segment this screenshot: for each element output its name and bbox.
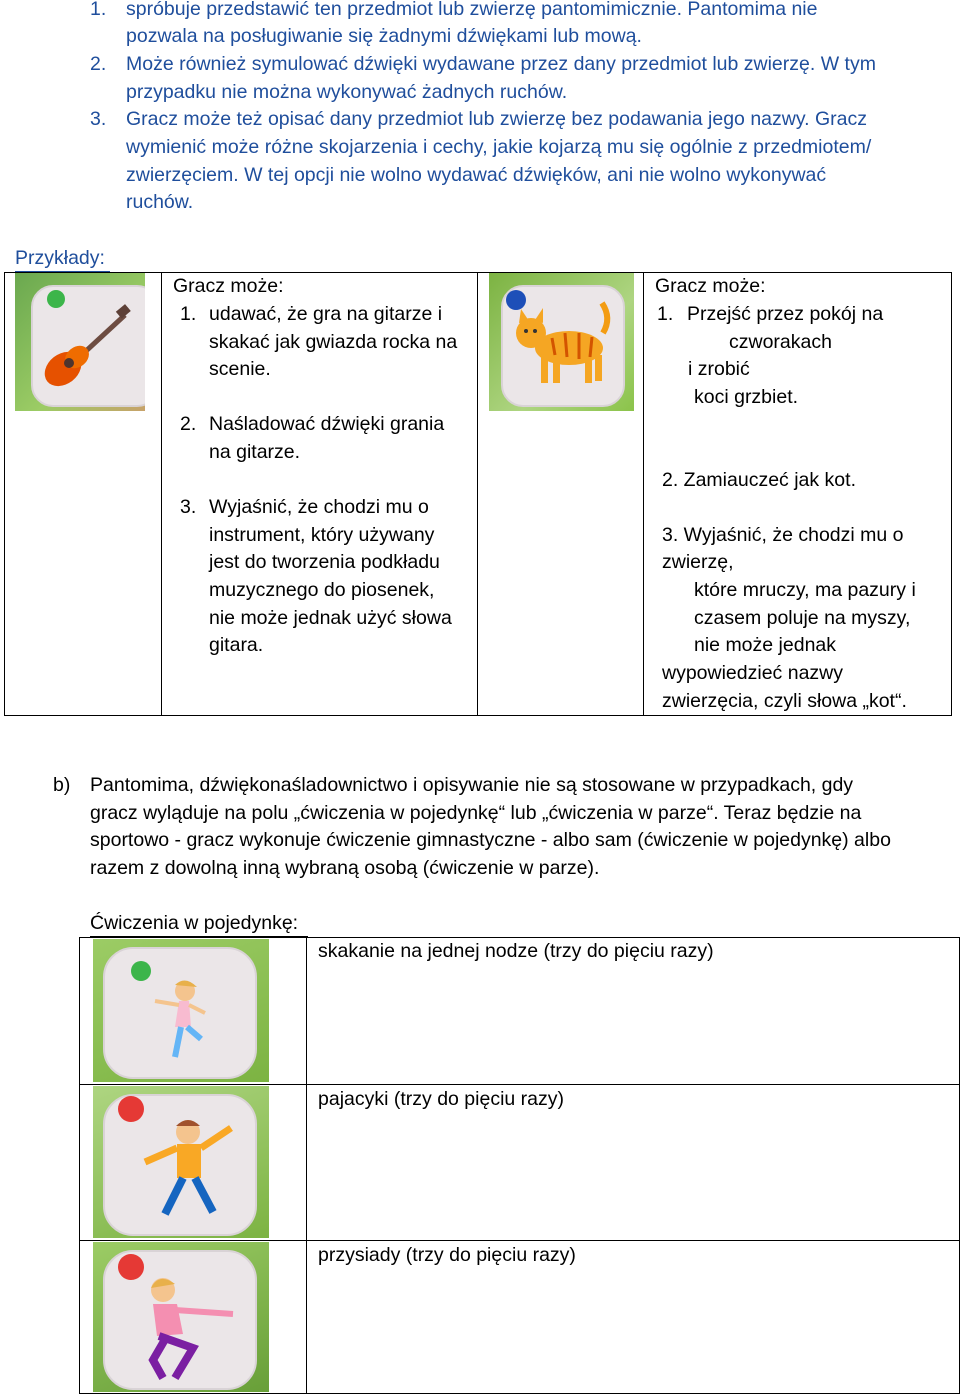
- rule-3-line-2: wymienić może różne skojarzenia i cechy, jakie kojarzą mu się ogólnie z przedmiotem/: [126, 136, 872, 158]
- rule-1-line-2: pozwala na posługiwanie się żadnymi dźwiękami lub mową.: [126, 25, 642, 47]
- squatting-girl-icon: [123, 1270, 253, 1390]
- jumping-jack-boy-card: [93, 1086, 269, 1238]
- rule-3-number: 3.: [90, 108, 107, 130]
- cat-item-3-line-7: zwierzęcia, czyli słowa „kot“.: [662, 690, 907, 712]
- rule-2-number: 2.: [90, 53, 107, 75]
- guitar-item-3-line-1: Wyjaśnić, że chodzi mu o: [209, 496, 429, 518]
- cat-item-1-line-4: koci grzbiet.: [694, 386, 799, 408]
- cat-item-1-number: 1.: [657, 303, 674, 325]
- cat-item-2: 2. Zamiauczeć jak kot.: [662, 469, 856, 491]
- rule-3-line-1: Gracz może też opisać dany przedmiot lub zwierzę bez podawania jego nazwy. Gracz: [126, 108, 867, 130]
- section-b-label: b): [53, 774, 71, 796]
- cat-item-3-line-1: 3. Wyjaśnić, że chodzi mu o: [662, 524, 904, 546]
- cat-item-1-line-2: czworakach: [729, 331, 832, 353]
- rule-3-line-3: zwierzęciem. W tej opcji nie wolno wydawać dźwięków, ani nie wolno wykonywać: [126, 164, 827, 186]
- guitar-item-3-line-4: muzycznego do piosenek,: [209, 579, 435, 601]
- squatting-girl-card: [93, 1242, 269, 1392]
- cat-icon: [507, 293, 617, 393]
- guitar-item-3-line-6: gitara.: [209, 634, 264, 656]
- section-b-line-2: gracz wyląduje na polu „ćwiczenia w pojedynkę“ lub „ćwiczenia w parze“. Teraz będzie na: [90, 802, 862, 824]
- examples-heading: Przykłady:: [15, 247, 105, 269]
- rule-2-line-1: Może również symulować dźwięki wydawane przez dany przedmiot lub zwierzę. W tym: [126, 53, 876, 75]
- rule-3-line-4: ruchów.: [126, 191, 194, 213]
- rule-2-line-2: przypadku nie można wykonywać żadnych ruchów.: [126, 81, 568, 103]
- guitar-item-1-line-2: skakać jak gwiazda rocka na: [209, 331, 458, 353]
- exercise-1-text: skakanie na jednej nodze (trzy do pięciu razy): [318, 940, 714, 962]
- hopping-girl-icon: [145, 977, 215, 1077]
- guitar-item-3-line-3: jest do tworzenia podkładu: [209, 551, 440, 573]
- guitar-item-2-number: 2.: [180, 413, 197, 435]
- guitar-item-1-number: 1.: [180, 303, 197, 325]
- exercise-2-text: pajacyki (trzy do pięciu razy): [318, 1088, 564, 1110]
- rule-1-line-1: spróbuje przedstawić ten przedmiot lub zwierzę pantomimicznie. Pantomima nie: [126, 0, 818, 20]
- cat-header: Gracz może:: [655, 275, 766, 297]
- jumping-jack-boy-icon: [133, 1114, 243, 1234]
- cat-item-3-line-3: które mruczy, ma pazury i: [694, 579, 916, 601]
- cat-item-3-line-2: zwierzę,: [662, 551, 734, 573]
- cat-item-3-line-4: czasem poluje na myszy,: [694, 607, 911, 629]
- guitar-item-3-number: 3.: [180, 496, 197, 518]
- guitar-item-2-line-1: Naśladować dźwięki grania: [209, 413, 445, 435]
- solo-exercises-heading: Ćwiczenia w pojedynkę:: [90, 912, 299, 934]
- guitar-header: Gracz może:: [173, 275, 284, 297]
- guitar-item-1-line-3: scenie.: [209, 358, 271, 380]
- rule-1-number: 1.: [90, 0, 107, 20]
- guitar-card-picture: [15, 273, 145, 411]
- guitar-icon: [33, 303, 133, 393]
- guitar-item-2-line-2: na gitarze.: [209, 441, 301, 463]
- guitar-item-1-line-1: udawać, że gra na gitarze i: [209, 303, 443, 325]
- guitar-item-3-line-5: nie może jednak użyć słowa: [209, 607, 452, 629]
- guitar-item-3-line-2: instrument, który używany: [209, 524, 435, 546]
- section-b-line-3: sportowo - gracz wykonuje ćwiczenie gimnastyczne - albo sam (ćwiczenie w pojedynkę) albo: [90, 829, 891, 851]
- cat-item-3-line-6: wypowiedzieć nazwy: [662, 662, 843, 684]
- section-b-line-4: razem z dowolną inną wybraną osobą (ćwiczenie w parze).: [90, 857, 600, 879]
- exercise-3-text: przysiady (trzy do pięciu razy): [318, 1244, 576, 1266]
- cat-item-3-line-5: nie może jednak: [694, 634, 837, 656]
- cat-item-1-line-3: i zrobić: [688, 358, 750, 380]
- hopping-girl-card: [93, 939, 269, 1082]
- section-b-line-1: Pantomima, dźwiękonaśladownictwo i opisywanie nie są stosowane w przypadkach, gdy: [90, 774, 854, 796]
- cat-card-picture: [489, 273, 634, 411]
- cat-item-1-line-1: Przejść przez pokój na: [687, 303, 884, 325]
